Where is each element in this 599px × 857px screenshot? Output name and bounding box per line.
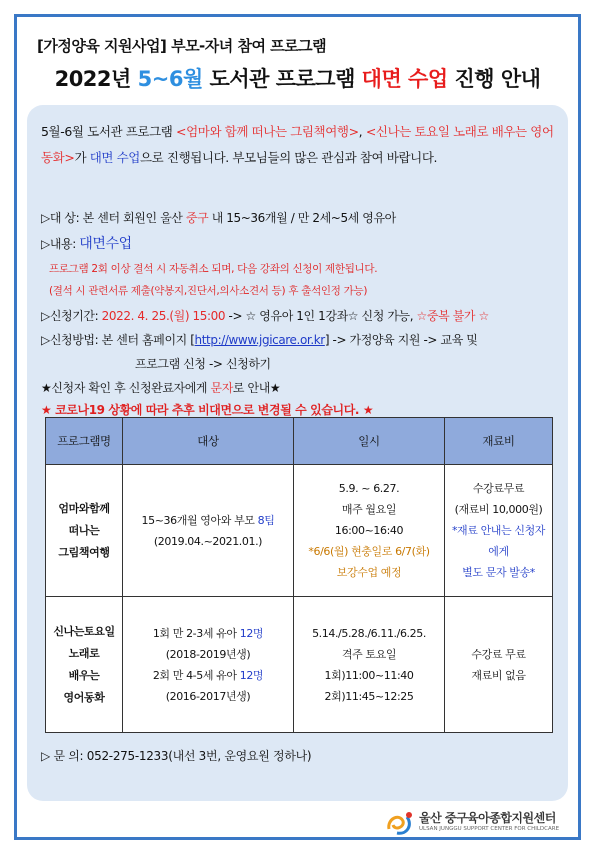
period-row [41,307,489,324]
center-name-en: ULSAN JUNGGU SUPPORT CENTER FOR CHILDCARE [419,826,560,832]
fee-cell [445,597,553,733]
content-row [41,233,132,253]
period-date: 2022. 4. 25.(월) 15:00 [101,309,226,323]
target-count: 12명 [239,668,264,682]
fee-line: 수강료 무료 [471,647,526,661]
absence-note-detail: (결석 시 관련서류 제출(약봉지,진단서,의사소견서 등) 후 출석인정 가능) [49,285,368,297]
center-logo-icon [385,809,415,837]
fee-line: (재료비 10,000원) [454,503,543,516]
method-row [41,331,478,348]
program-name-line: 떠나는 [68,523,100,537]
center-name: 울산 중구육아종합지원센터 [419,811,556,825]
target-row [41,209,396,226]
target-rest: 내 15~36개월 / 만 2세~5세 영유아 [208,211,396,225]
table-row [46,597,553,733]
contact-info: ▷ 문 의: 052-275-1233(내선 3번, 운영요원 정하나) [41,749,312,763]
time-line: 5.9. ~ 6.27. [338,482,400,495]
intro-program1: <엄마와 함께 떠나는 그림책여행> [176,124,359,139]
intro-highlight: 대면 수업 [89,150,140,165]
target-cell [123,597,294,733]
time-note: *6/6(월) 현충일로 6/7(화) [308,545,430,558]
content-value: 대면수업 [79,236,132,252]
fee-line: 재료비 없음 [471,668,526,682]
target-count: 8팀 [257,513,275,527]
target-line [125,623,291,644]
homepage-link[interactable]: http://www.jgicare.or.kr [194,333,325,347]
time-line: 16:00~16:40 [334,524,404,537]
header [17,17,578,101]
notice-sms [41,379,280,396]
center-logo [385,809,565,839]
target-count: 12명 [239,626,264,640]
target-line-text: 2회 만 4-5세 유아 [152,668,240,682]
target-district: 중구 [185,211,209,225]
target-birth-range: (2018-2019년생) [165,647,251,661]
period-label: ▷신청기간: [41,309,102,323]
notice1-pre: ★신청자 확인 후 신청완료자에게 [41,381,211,395]
col-fee: 재료비 [445,418,553,465]
target-line [125,510,291,531]
intro-prefix: 5월-6월 도서관 프로그램 [41,124,177,139]
header-subtitle: [가정양육 지원사업] 부모-자녀 참여 프로그램 [37,37,327,55]
target-line-text: 15~36개월 영아와 부모 [141,513,258,527]
table-header-row [46,418,553,465]
program-name-line: 엄마와함께 [58,501,110,515]
title-face-to-face: 대면 수업 [361,67,448,91]
target-birth-range: (2016-2017년생) [165,689,251,703]
time-note: 보강수업 예정 [336,566,402,579]
title-part1: 2022년 [54,67,138,91]
time-cell [294,597,445,733]
time-line: 격주 토요일 [341,647,397,661]
fee-note: 별도 문자 발송* [462,566,535,579]
intro-sep: , [358,124,366,139]
intro-mid: 가 [74,150,90,165]
target-cell [123,465,294,597]
notice1-hl: 문자 [210,381,233,395]
col-time: 일시 [294,418,445,465]
target-label: ▷대 상: 본 센터 회원인 울산 [41,211,186,225]
period-arrow: -> ☆ 영유아 1인 1강좌☆ 신청 가능, [225,309,417,323]
program-table [45,417,553,733]
title-month: 5~6월 [137,67,203,91]
program-name-cell [46,597,123,733]
target-birth-range: (2019.04.~2021.01.) [153,534,263,548]
notice1-post: 로 안내★ [232,381,281,395]
fee-cell [445,465,553,597]
content-panel [27,105,568,801]
time-line: 1회)11:00~11:40 [324,668,414,682]
col-program: 프로그램명 [46,418,123,465]
table-row [46,465,553,597]
poster-frame [14,14,581,840]
intro-program2: <신나는 토요일 노래로 배우는 영어동화> [41,124,554,165]
program-name-line: 배우는 [68,668,100,682]
absence-note: 프로그램 2회 이상 결석 시 자동취소 되며, 다음 강좌의 신청이 제한됩니다. [49,263,378,275]
time-cell [294,465,445,597]
target-line [125,665,291,686]
fee-line: 수강료무료 [472,482,525,495]
time-line: 매주 월요일 [341,503,397,516]
col-target: 대상 [123,418,294,465]
period-dup: ☆중복 불가 ☆ [416,309,489,323]
time-line: 5.14./5.28./6.11./6.25. [312,626,426,640]
content-label: ▷내용: [41,237,80,251]
method-row-2: 프로그램 신청 -> 신청하기 [135,357,271,371]
title-part3: 진행 안내 [447,67,541,91]
program-name-cell [46,465,123,597]
target-line-text: 1회 만 2-3세 유아 [152,626,240,640]
method-rest: ] -> 가정양육 지원 -> 교육 및 [324,333,478,347]
fee-note: *재료 안내는 신청자에게 [451,524,546,558]
time-line: 2회)11:45~12:25 [324,689,414,703]
intro-suffix: 으로 진행됩니다. 부모님들의 많은 관심과 참여 바랍니다. [139,150,438,165]
program-name-line: 영어동화 [63,690,105,704]
page-title [17,63,578,93]
program-name-line: 노래로 [68,646,100,660]
title-part2: 도서관 프로그램 [202,67,362,91]
intro-text [41,119,561,171]
program-name-line: 그림책여행 [58,545,110,559]
method-label: ▷신청방법: 본 센터 홈페이지 [ [41,333,195,347]
program-name-line: 신나는토요일 [53,624,115,638]
notice-covid: ★ 코로나19 상황에 따라 추후 비대면으로 변경될 수 있습니다. ★ [41,403,374,417]
